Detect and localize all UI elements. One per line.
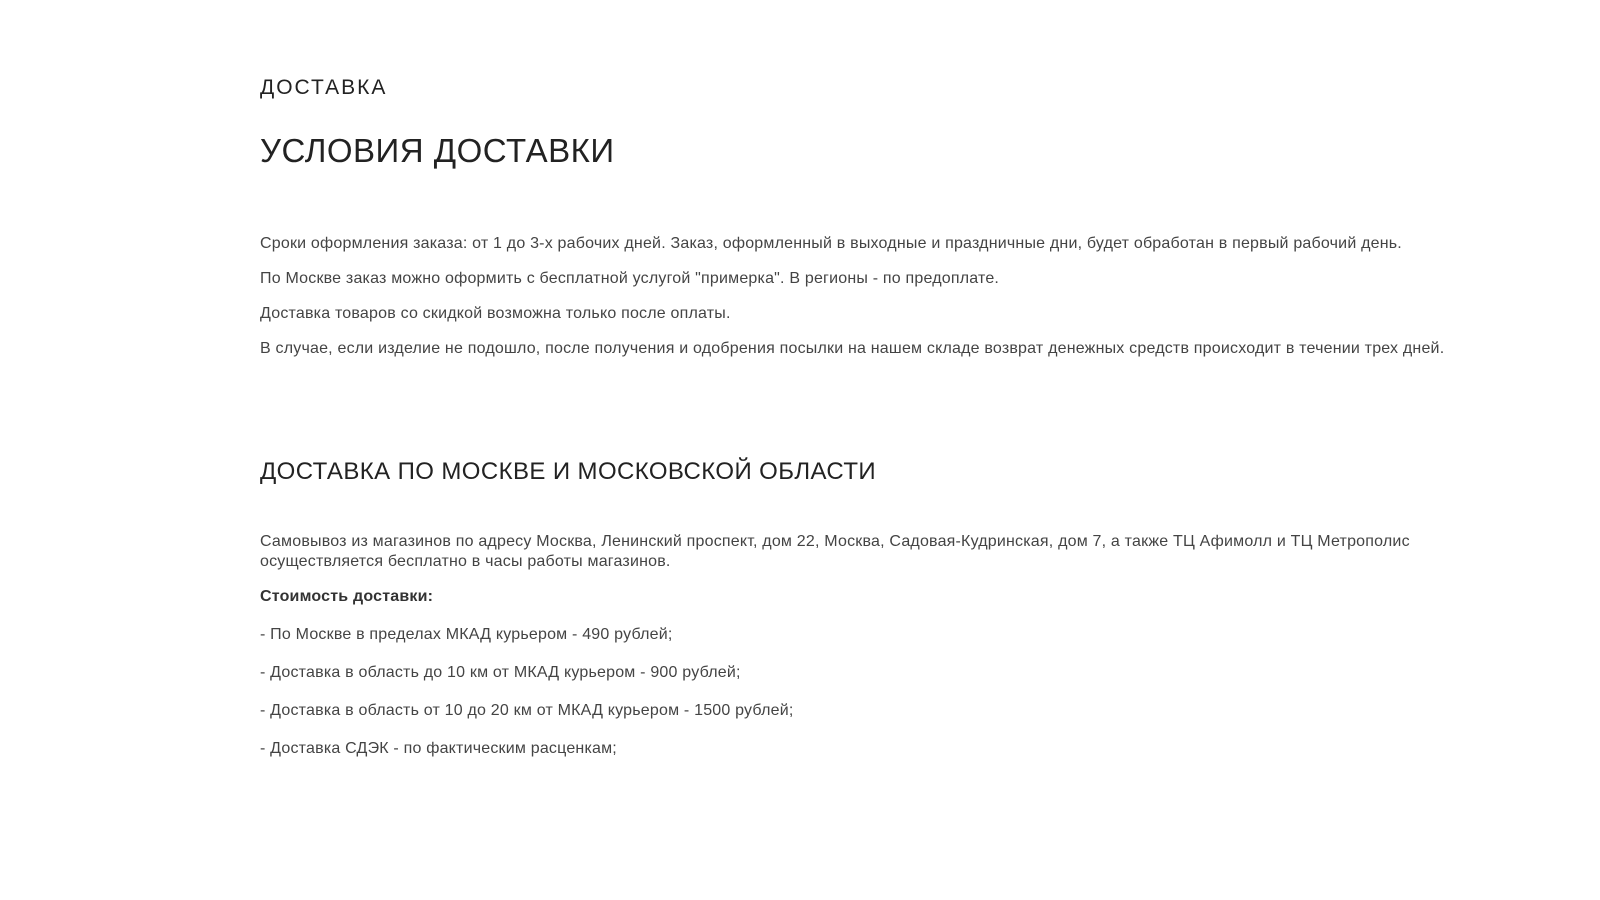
refund-policy-text: В случае, если изделие не подошло, после получения и одобрения посылки на нашем складе возврат денежных средств происходит в течении трех дней. [260, 340, 1445, 357]
price-item-moscow: - По Москве в пределах МКАД курьером - 490 рублей; [260, 626, 673, 643]
price-item-region-10km: - Доставка в область до 10 км от МКАД курьером - 900 рублей; [260, 664, 741, 681]
discount-delivery-text: Доставка товаров со скидкой возможна только после оплаты. [260, 305, 731, 322]
fitting-service-text: По Москве заказ можно оформить с бесплатной услугой "примерка". В регионы - по предоплате. [260, 270, 1000, 287]
price-item-cdek: - Доставка СДЭК - по фактическим расценкам; [260, 740, 617, 757]
moscow-delivery-section [260, 532, 1450, 777]
delivery-terms-intro [260, 234, 1450, 374]
price-item-region-20km: - Доставка в область от 10 до 20 км от МКАД курьером - 1500 рублей; [260, 702, 794, 719]
moscow-delivery-title: ДОСТАВКА ПО МОСКВЕ И МОСКОВСКОЙ ОБЛАСТИ [260, 458, 877, 485]
delivery-cost-label: Стоимость доставки: [260, 588, 434, 605]
page-title: УСЛОВИЯ ДОСТАВКИ [260, 132, 615, 169]
order-processing-text: Сроки оформления заказа: от 1 до 3-х рабочих дней. Заказ, оформленный в выходные и праздничные дни, будет обработан в первый рабочий день. [260, 235, 1402, 252]
section-label: ДОСТАВКА [260, 76, 388, 99]
pickup-text: Самовывоз из магазинов по адресу Москва, Ленинский проспект, дом 22, Москва, Садовая-Кудринская, дом 7, а также ТЦ Афимолл и ТЦ Метрополис осуществляется бесплатно в часы работы магазинов. [260, 533, 1410, 570]
